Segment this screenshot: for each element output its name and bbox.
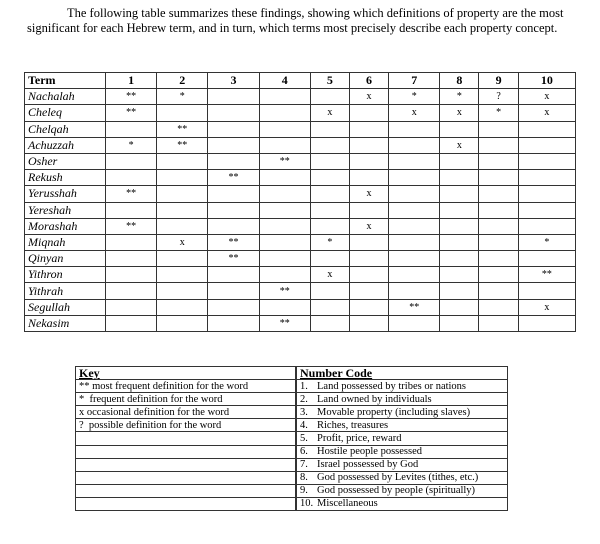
table-row <box>25 315 576 331</box>
table-row <box>25 137 576 153</box>
rating-cell <box>157 170 208 186</box>
term-cell: Yereshah <box>25 202 106 218</box>
rating-cell <box>157 251 208 267</box>
code-number: 1. <box>297 380 315 393</box>
rating-cell <box>208 218 259 234</box>
rating-cell <box>259 105 310 121</box>
rating-cell <box>389 121 440 137</box>
rating-cell <box>106 299 157 315</box>
column-header-6: 6 <box>349 73 388 89</box>
number-code-header-row <box>297 367 508 380</box>
number-code-row <box>297 497 508 510</box>
key-item <box>76 484 296 497</box>
rating-cell <box>349 137 388 153</box>
findings-table <box>24 72 576 332</box>
rating-cell <box>440 202 479 218</box>
number-code-row <box>297 445 508 458</box>
table-row <box>25 121 576 137</box>
rating-cell <box>349 234 388 250</box>
number-code-row <box>297 406 508 419</box>
rating-cell: * <box>440 89 479 105</box>
rating-cell <box>208 202 259 218</box>
rating-cell: ? <box>479 89 518 105</box>
rating-cell <box>106 121 157 137</box>
term-cell: Nachalah <box>25 89 106 105</box>
code-number: 6. <box>297 445 315 458</box>
number-code-row <box>297 432 508 445</box>
rating-cell <box>479 251 518 267</box>
key-item: x occasional definition for the word <box>76 406 296 419</box>
rating-cell <box>157 299 208 315</box>
rating-cell: ** <box>389 299 440 315</box>
rating-cell <box>440 121 479 137</box>
rating-cell: x <box>440 137 479 153</box>
column-header-7: 7 <box>389 73 440 89</box>
key-item <box>76 497 296 510</box>
rating-cell <box>349 170 388 186</box>
rating-cell <box>440 315 479 331</box>
rating-cell: * <box>310 234 349 250</box>
rating-cell <box>349 121 388 137</box>
code-number: 2. <box>297 393 315 406</box>
column-header-1: 1 <box>106 73 157 89</box>
key-row <box>76 432 296 445</box>
intro-paragraph: The following table summarizes these findings, showing which definitions of property are the most significant for each Hebrew term, and in turn, which terms most precisely describe each property concept. <box>27 6 564 35</box>
rating-cell <box>389 315 440 331</box>
key-row <box>76 458 296 471</box>
rating-cell <box>349 299 388 315</box>
key-item: ? possible definition for the word <box>76 419 296 432</box>
number-code-row <box>297 419 508 432</box>
rating-cell <box>310 251 349 267</box>
rating-cell: ** <box>157 137 208 153</box>
rating-cell <box>518 251 575 267</box>
rating-cell <box>479 267 518 283</box>
code-number: 9. <box>297 484 315 497</box>
rating-cell: * <box>389 89 440 105</box>
rating-cell: ** <box>106 89 157 105</box>
column-header-3: 3 <box>208 73 259 89</box>
column-header-10: 10 <box>518 73 575 89</box>
table-body <box>25 89 576 332</box>
rating-cell <box>518 315 575 331</box>
rating-cell <box>106 315 157 331</box>
rating-cell: * <box>518 234 575 250</box>
rating-cell <box>518 283 575 299</box>
code-number: 7. <box>297 458 315 471</box>
number-code-row <box>297 458 508 471</box>
rating-cell <box>518 137 575 153</box>
rating-cell <box>208 105 259 121</box>
code-number: 10. <box>297 497 315 510</box>
rating-cell <box>157 153 208 169</box>
rating-cell <box>208 89 259 105</box>
key-row <box>76 419 296 432</box>
rating-cell <box>349 105 388 121</box>
rating-cell <box>440 218 479 234</box>
table-row <box>25 170 576 186</box>
rating-cell <box>310 121 349 137</box>
term-cell: Nekasim <box>25 315 106 331</box>
key-row <box>76 497 296 510</box>
rating-cell <box>389 218 440 234</box>
rating-cell <box>259 121 310 137</box>
rating-cell <box>106 153 157 169</box>
rating-cell: x <box>157 234 208 250</box>
key-row <box>76 380 296 393</box>
number-code-row <box>297 393 508 406</box>
rating-cell: x <box>518 89 575 105</box>
key-row <box>76 393 296 406</box>
number-code-title: Number Code <box>297 367 508 380</box>
rating-cell: ** <box>259 153 310 169</box>
rating-cell <box>259 218 310 234</box>
rating-cell <box>310 170 349 186</box>
rating-cell <box>310 202 349 218</box>
rating-cell <box>157 283 208 299</box>
code-description: Land possessed by tribes or nations <box>314 380 508 393</box>
rating-cell: ** <box>106 186 157 202</box>
rating-cell <box>518 218 575 234</box>
rating-cell <box>208 299 259 315</box>
term-cell: Segullah <box>25 299 106 315</box>
rating-cell <box>259 251 310 267</box>
rating-cell <box>479 121 518 137</box>
rating-cell <box>389 170 440 186</box>
rating-cell <box>310 186 349 202</box>
code-number: 3. <box>297 406 315 419</box>
rating-cell: * <box>106 137 157 153</box>
rating-cell <box>440 186 479 202</box>
rating-cell <box>310 299 349 315</box>
rating-cell <box>259 267 310 283</box>
rating-cell: ** <box>259 315 310 331</box>
table-row <box>25 202 576 218</box>
key-item: * frequent definition for the word <box>76 393 296 406</box>
rating-cell <box>259 137 310 153</box>
table-row <box>25 299 576 315</box>
key-row <box>76 471 296 484</box>
rating-cell <box>479 153 518 169</box>
rating-cell <box>349 283 388 299</box>
rating-cell <box>310 218 349 234</box>
table-row <box>25 153 576 169</box>
rating-cell <box>389 251 440 267</box>
rating-cell: x <box>518 105 575 121</box>
rating-cell <box>389 234 440 250</box>
key-item <box>76 445 296 458</box>
table-row <box>25 251 576 267</box>
rating-cell: ** <box>259 283 310 299</box>
rating-cell: ** <box>106 105 157 121</box>
rating-cell <box>259 234 310 250</box>
table-row <box>25 89 576 105</box>
code-number: 5. <box>297 432 315 445</box>
number-code-row <box>297 380 508 393</box>
key-table <box>75 366 296 511</box>
rating-cell <box>310 283 349 299</box>
number-code-body <box>297 380 508 511</box>
rating-cell: x <box>440 105 479 121</box>
table-row <box>25 218 576 234</box>
rating-cell <box>106 251 157 267</box>
rating-cell <box>106 283 157 299</box>
rating-cell <box>389 283 440 299</box>
rating-cell <box>349 202 388 218</box>
column-header-8: 8 <box>440 73 479 89</box>
rating-cell <box>208 267 259 283</box>
rating-cell: ** <box>208 234 259 250</box>
rating-cell <box>208 153 259 169</box>
term-cell: Miqnah <box>25 234 106 250</box>
rating-cell <box>440 267 479 283</box>
term-cell: Chelqah <box>25 121 106 137</box>
rating-cell <box>440 299 479 315</box>
key-item <box>76 432 296 445</box>
rating-cell <box>389 202 440 218</box>
table-row <box>25 267 576 283</box>
rating-cell: * <box>157 89 208 105</box>
table-row <box>25 186 576 202</box>
rating-cell: ** <box>106 218 157 234</box>
rating-cell <box>518 121 575 137</box>
rating-cell <box>310 315 349 331</box>
rating-cell: x <box>349 186 388 202</box>
table-header-row <box>25 73 576 89</box>
term-cell: Morashah <box>25 218 106 234</box>
table-row <box>25 234 576 250</box>
column-header-term: Term <box>25 73 106 89</box>
rating-cell <box>208 315 259 331</box>
rating-cell <box>157 202 208 218</box>
rating-cell <box>310 153 349 169</box>
rating-cell <box>440 283 479 299</box>
term-cell: Achuzzah <box>25 137 106 153</box>
code-description: God possessed by people (spiritually) <box>314 484 508 497</box>
code-description: Hostile people possessed <box>314 445 508 458</box>
rating-cell <box>259 202 310 218</box>
rating-cell: x <box>518 299 575 315</box>
term-cell: Yithron <box>25 267 106 283</box>
code-description: Miscellaneous <box>314 497 508 510</box>
rating-cell: x <box>310 267 349 283</box>
term-cell: Cheleq <box>25 105 106 121</box>
rating-cell <box>479 299 518 315</box>
code-description: Riches, treasures <box>314 419 508 432</box>
key-item <box>76 458 296 471</box>
rating-cell: ** <box>518 267 575 283</box>
column-header-4: 4 <box>259 73 310 89</box>
rating-cell <box>389 137 440 153</box>
key-row <box>76 484 296 497</box>
column-header-2: 2 <box>157 73 208 89</box>
key-body <box>76 380 296 511</box>
rating-cell: ** <box>157 121 208 137</box>
number-code-row <box>297 484 508 497</box>
rating-cell <box>259 299 310 315</box>
rating-cell <box>106 170 157 186</box>
number-code-row <box>297 471 508 484</box>
rating-cell <box>259 186 310 202</box>
rating-cell <box>310 89 349 105</box>
rating-cell <box>518 186 575 202</box>
rating-cell <box>208 283 259 299</box>
term-cell: Rekush <box>25 170 106 186</box>
rating-cell <box>259 170 310 186</box>
term-cell: Yerusshah <box>25 186 106 202</box>
key-item <box>76 471 296 484</box>
rating-cell <box>479 202 518 218</box>
code-description: Land owned by individuals <box>314 393 508 406</box>
column-header-5: 5 <box>310 73 349 89</box>
key-row <box>76 406 296 419</box>
rating-cell: * <box>479 105 518 121</box>
table-row <box>25 283 576 299</box>
rating-cell <box>157 315 208 331</box>
code-number: 8. <box>297 471 315 484</box>
rating-cell <box>349 315 388 331</box>
term-cell: Qinyan <box>25 251 106 267</box>
rating-cell <box>208 186 259 202</box>
rating-cell: x <box>310 105 349 121</box>
rating-cell <box>479 186 518 202</box>
code-description: Israel possessed by God <box>314 458 508 471</box>
code-number: 4. <box>297 419 315 432</box>
rating-cell <box>440 234 479 250</box>
rating-cell: x <box>349 218 388 234</box>
number-code-table <box>296 366 508 511</box>
rating-cell <box>518 153 575 169</box>
rating-cell <box>157 267 208 283</box>
rating-cell <box>349 267 388 283</box>
term-cell: Yithrah <box>25 283 106 299</box>
rating-cell <box>157 105 208 121</box>
rating-cell <box>157 186 208 202</box>
rating-cell <box>479 170 518 186</box>
rating-cell <box>479 137 518 153</box>
rating-cell <box>106 234 157 250</box>
key-item: ** most frequent definition for the word <box>76 380 296 393</box>
table-row <box>25 105 576 121</box>
code-description: Movable property (including slaves) <box>314 406 508 419</box>
key-row <box>76 445 296 458</box>
rating-cell <box>157 218 208 234</box>
rating-cell: ** <box>208 251 259 267</box>
rating-cell <box>208 121 259 137</box>
rating-cell <box>259 89 310 105</box>
term-cell: Osher <box>25 153 106 169</box>
rating-cell <box>440 170 479 186</box>
key-title: Key <box>76 367 296 380</box>
rating-cell <box>106 202 157 218</box>
rating-cell <box>389 267 440 283</box>
rating-cell <box>518 170 575 186</box>
rating-cell <box>349 251 388 267</box>
rating-cell: ** <box>208 170 259 186</box>
rating-cell <box>518 202 575 218</box>
rating-cell: x <box>349 89 388 105</box>
rating-cell <box>440 251 479 267</box>
rating-cell <box>440 153 479 169</box>
rating-cell <box>349 153 388 169</box>
column-header-9: 9 <box>479 73 518 89</box>
rating-cell <box>479 234 518 250</box>
rating-cell <box>310 137 349 153</box>
rating-cell <box>479 283 518 299</box>
code-description: God possessed by Levites (tithes, etc.) <box>314 471 508 484</box>
rating-cell <box>389 153 440 169</box>
rating-cell <box>479 315 518 331</box>
rating-cell <box>389 186 440 202</box>
code-description: Profit, price, reward <box>314 432 508 445</box>
key-header-row <box>76 367 296 380</box>
rating-cell <box>106 267 157 283</box>
rating-cell <box>208 137 259 153</box>
rating-cell <box>479 218 518 234</box>
rating-cell: x <box>389 105 440 121</box>
